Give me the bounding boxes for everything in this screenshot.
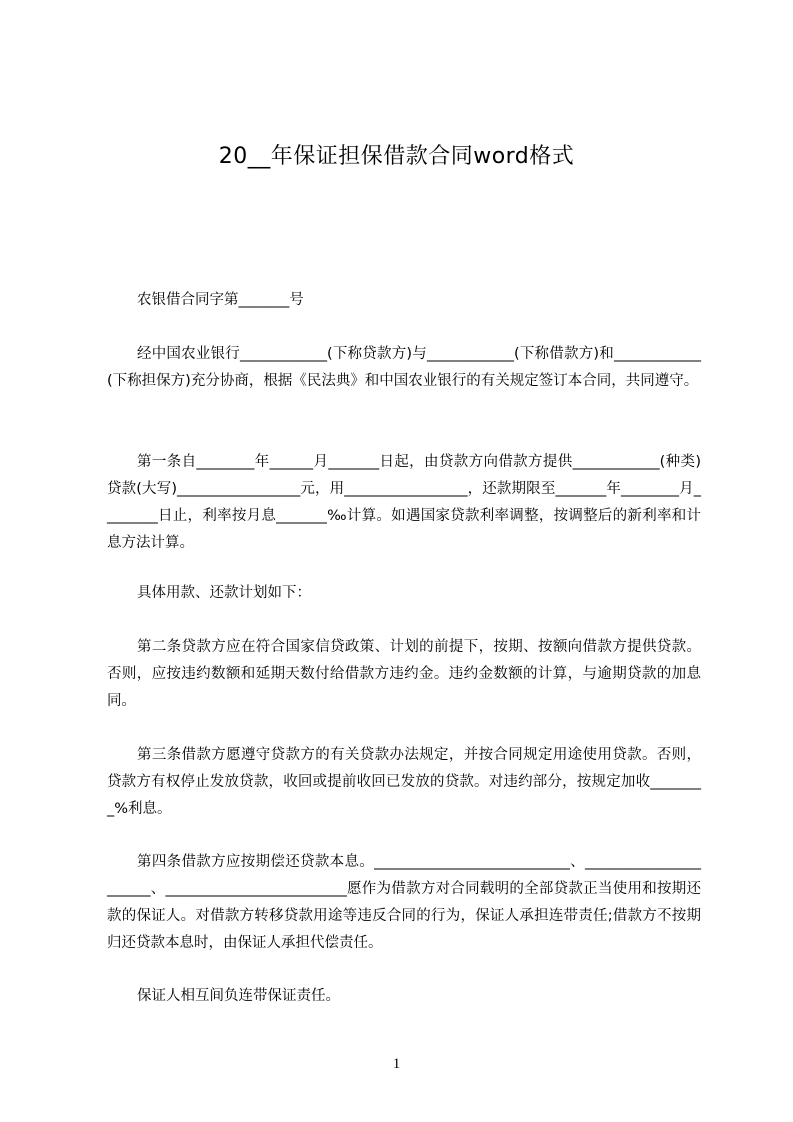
contract-number-line: 农银借合同字第_______号	[137, 292, 304, 308]
paragraph-article-2: 第二条贷款方应在符合国家信贷政策、计划的前提下，按期、按额向借款方提供贷款。否则，应按违约数额和延期天数付给借款方违约金。违约金数额的计算，与逾期贷款的加息同。	[107, 639, 701, 709]
paragraph-article-4: 第四条借款方应按期偿还贷款本息。___________________________、______________________、_________________________愿作为借款方对合同载明的全部贷款正当使用和按期还款的保证人。对借款方转移贷款用途等违反合同的行为，保证人承担连带责任;借款方不按期归还贷款本息时，由保证人承担代偿责任。	[107, 854, 701, 951]
paragraph-article-1: 第一条自________年______月_______日起，由贷款方向借款方提供____________(种类)贷款(大写)_________________元，用_________________，还款期限至_______年________月________日止，利率按月息_______‰计算。如遇国家贷款利率调整，按调整后的新利率和计息方法计算。	[107, 454, 701, 551]
document-title: 20__年保证担保借款合同word格式	[218, 144, 575, 169]
paragraph-plan-intro: 具体用款、还款计划如下：	[137, 585, 311, 601]
paragraph-article-3: 第三条借款方愿遵守贷款方的有关贷款办法规定，并按合同规定用途使用贷款。否则，贷款方有权停止发放贷款，收回或提前收回已发放的贷款。对违约部分，按规定加收________%利息。	[107, 747, 701, 817]
page-number: 1	[392, 1056, 401, 1072]
paragraph-joint-guarantee: 保证人相互间负连带保证责任。	[137, 988, 340, 1004]
paragraph-parties: 经中国农业银行____________(下称贷款方)与____________(下称借款方)和____________(下称担保方)充分协商，根据《民法典》和中国农业银行的有关规定签订本合同，共同遵守。	[107, 346, 701, 389]
